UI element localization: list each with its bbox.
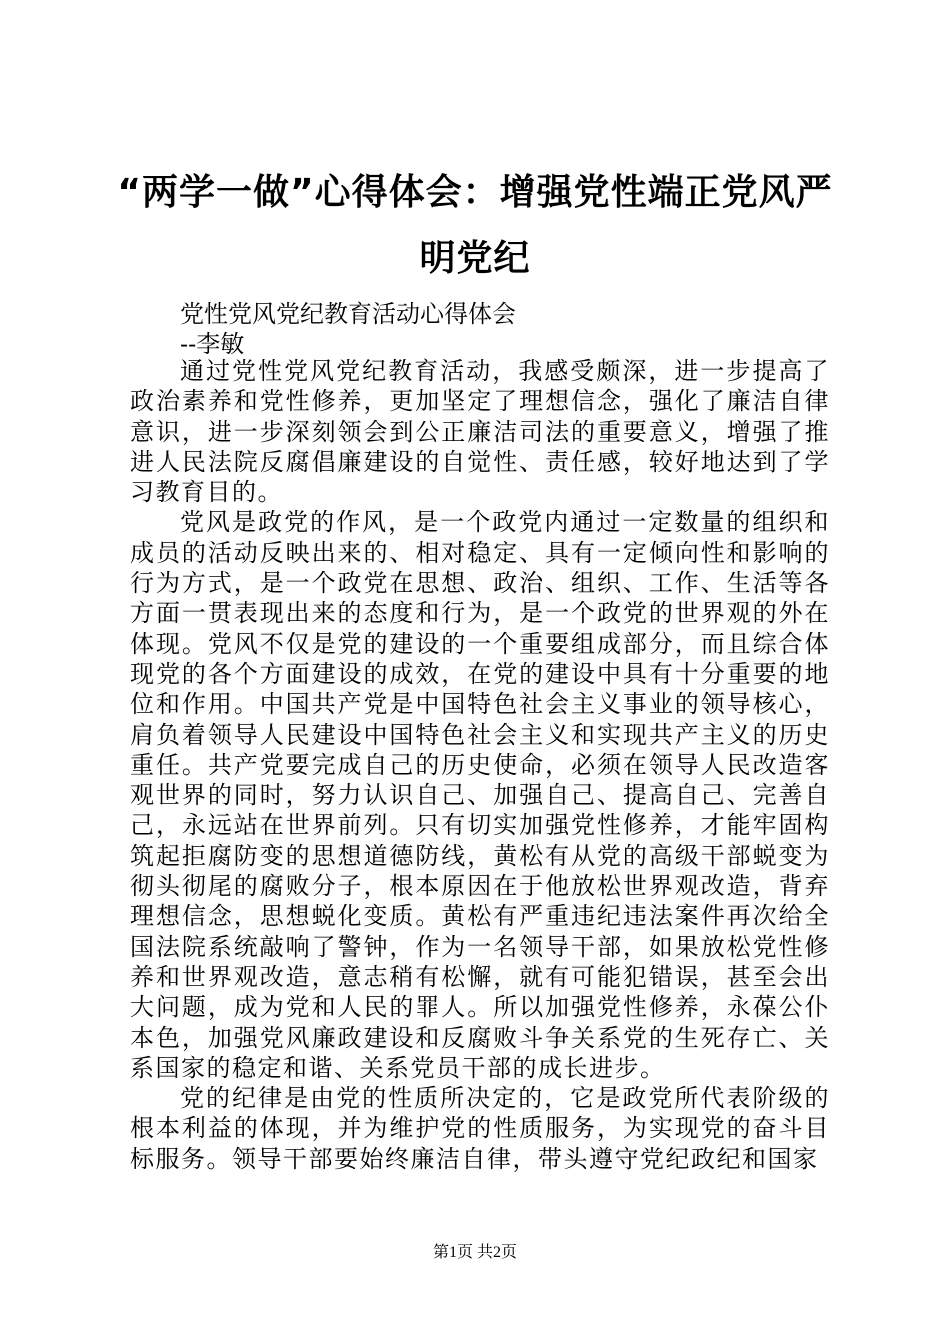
document-author: --李敏 — [180, 330, 245, 358]
document-body — [130, 356, 830, 1174]
document-subtitle: 党性党风党纪教育活动心得体会 — [180, 300, 516, 328]
paragraph: 党的纪律是由党的性质所决定的，它是政党所代表阶级的根本利益的体现，并为维护党的性质服务，为实现党的奋斗目标服务。领导干部要始终廉洁自律，带头遵守党纪政纪和国家 — [130, 1084, 830, 1173]
paragraph: 通过党性党风党纪教育活动，我感受颇深，进一步提高了政治素养和党性修养，更加坚定了理想信念，强化了廉洁自律意识，进一步深刻领会到公正廉洁司法的重要意义，增强了推进人民法院反腐倡廉建设的自觉性、责任感，较好地达到了学习教育目的。 — [130, 357, 830, 507]
page-number-footer: 第1页 共2页 — [432, 1244, 517, 1261]
paragraph: 党风是政党的作风，是一个政党内通过一定数量的组织和成员的活动反映出来的、相对稳定、具有一定倾向性和影响的行为方式，是一个政党在思想、政治、组织、工作、生活等各方面一贯表现出来的态度和行为，是一个政党的世界观的外在体现。党风不仅是党的建设的一个重要组成部分，而且综合体现党的各个方面建设的成效，在党的建设中具有十分重要的地位和作用。中国共产党是中国特色社会主义事业的领导核心，肩负着领导人民建设中国特色社会主义和实现共产主义的历史重任。共产党要完成自己的历史使命，必须在领导人民改造客观世界的同时，努力认识自己、加强自己、提高自己、完善自己，永远站在世界前列。只有切实加强党性修养，才能牢固构筑起拒腐防变的思想道德防线，黄松有从党的高级干部蜕变为彻头彻尾的腐败分子，根本原因在于他放松世界观改造，背弃理想信念，思想蜕化变质。黄松有严重违纪违法案件再次给全国法院系统敲响了警钟，作为一名领导干部，如果放松党性修养和世界观改造，意志稍有松懈，就有可能犯错误，甚至会出大问题，成为党和人民的罪人。所以加强党性修养，永葆公仆本色，加强党风廉政建设和反腐败斗争关系党的生死存亡、关系国家的稳定和谐、关系党员干部的成长进步。 — [130, 508, 830, 1082]
document-title: “两学一做”心得体会：增强党性端正党风严明党纪 — [117, 172, 833, 279]
